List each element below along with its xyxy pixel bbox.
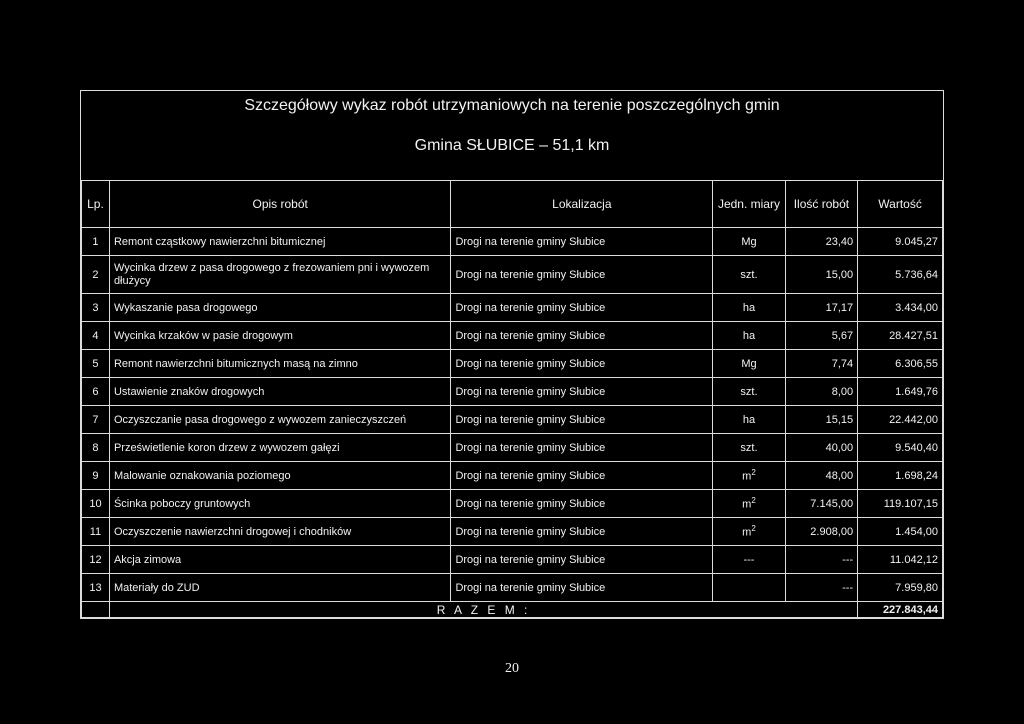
total-value: 227.843,44 bbox=[858, 602, 943, 618]
cell-wartosc: 1.454,00 bbox=[858, 518, 943, 546]
cell-lokalizacja: Drogi na terenie gminy Słubice bbox=[451, 322, 713, 350]
cell-lp: 1 bbox=[82, 228, 110, 256]
cell-lokalizacja: Drogi na terenie gminy Słubice bbox=[451, 434, 713, 462]
unit-text: ha bbox=[742, 329, 756, 342]
cell-wartosc: 1.698,24 bbox=[858, 462, 943, 490]
cell-lp: 12 bbox=[82, 546, 110, 574]
cell-lp: 7 bbox=[82, 406, 110, 434]
cell-jedn bbox=[713, 434, 785, 462]
cell-ilosc: 40,00 bbox=[785, 434, 857, 462]
unit-text: m bbox=[742, 470, 752, 483]
cell-jedn bbox=[713, 228, 785, 256]
cell-lp: 11 bbox=[82, 518, 110, 546]
total-blank-cell bbox=[82, 602, 110, 618]
cell-lokalizacja: Drogi na terenie gminy Słubice bbox=[451, 574, 713, 602]
table-row bbox=[82, 518, 943, 546]
unit-text: m bbox=[742, 498, 752, 511]
total-label: R A Z E M : bbox=[109, 602, 857, 618]
cell-wartosc: 28.427,51 bbox=[858, 322, 943, 350]
cell-wartosc: 9.540,40 bbox=[858, 434, 943, 462]
cell-lp: 13 bbox=[82, 574, 110, 602]
page-number: 20 bbox=[505, 661, 519, 676]
header-opis: Opis robót bbox=[109, 181, 451, 228]
table-row bbox=[82, 546, 943, 574]
unit-text: szt. bbox=[740, 441, 758, 454]
cell-jedn bbox=[713, 406, 785, 434]
table-row bbox=[82, 322, 943, 350]
cell-wartosc: 9.045,27 bbox=[858, 228, 943, 256]
cell-ilosc: 15,15 bbox=[785, 406, 857, 434]
cell-wartosc: 1.649,76 bbox=[858, 378, 943, 406]
header-lokalizacja: Lokalizacja bbox=[451, 181, 713, 228]
cell-ilosc: 7.145,00 bbox=[785, 490, 857, 518]
document-sheet bbox=[80, 90, 944, 619]
table-row bbox=[82, 462, 943, 490]
table-row bbox=[82, 294, 943, 322]
cell-lokalizacja: Drogi na terenie gminy Słubice bbox=[451, 546, 713, 574]
cell-wartosc: 7.959,80 bbox=[858, 574, 943, 602]
table-row bbox=[82, 490, 943, 518]
cell-wartosc: 3.434,00 bbox=[858, 294, 943, 322]
cell-lp: 9 bbox=[82, 462, 110, 490]
unit-exponent: 2 bbox=[751, 524, 756, 534]
cell-lp: 8 bbox=[82, 434, 110, 462]
cell-lp: 5 bbox=[82, 350, 110, 378]
cell-wartosc: 6.306,55 bbox=[858, 350, 943, 378]
cell-lp: 6 bbox=[82, 378, 110, 406]
cell-jedn bbox=[713, 350, 785, 378]
cell-wartosc: 22.442,00 bbox=[858, 406, 943, 434]
table-row bbox=[82, 406, 943, 434]
table-body bbox=[82, 228, 943, 602]
page-subtitle: Gmina SŁUBICE – 51,1 km bbox=[414, 137, 610, 154]
cell-lokalizacja: Drogi na terenie gminy Słubice bbox=[451, 350, 713, 378]
cell-ilosc: 15,00 bbox=[785, 256, 857, 294]
cell-jedn bbox=[713, 462, 785, 490]
cell-lokalizacja: Drogi na terenie gminy Słubice bbox=[451, 256, 713, 294]
cell-wartosc: 119.107,15 bbox=[858, 490, 943, 518]
cell-opis: Prześwietlenie koron drzew z wywozem gałęzi bbox=[109, 434, 451, 462]
page-title: Szczegółowy wykaz robót utrzymaniowych na terenie poszczególnych gmin bbox=[244, 97, 780, 114]
cell-lp: 2 bbox=[82, 256, 110, 294]
header-jedn: Jedn. miary bbox=[713, 181, 785, 228]
table-row bbox=[82, 350, 943, 378]
cell-opis: Materiały do ZUD bbox=[109, 574, 451, 602]
cell-opis: Remont nawierzchni bitumicznych masą na zimno bbox=[109, 350, 451, 378]
cell-jedn bbox=[713, 546, 785, 574]
table-row bbox=[82, 574, 943, 602]
cell-lokalizacja: Drogi na terenie gminy Słubice bbox=[451, 518, 713, 546]
cell-lp: 10 bbox=[82, 490, 110, 518]
cell-lokalizacja: Drogi na terenie gminy Słubice bbox=[451, 228, 713, 256]
cell-lp: 3 bbox=[82, 294, 110, 322]
unit-text: m bbox=[742, 526, 752, 539]
cell-opis: Malowanie oznakowania poziomego bbox=[109, 462, 451, 490]
table-row bbox=[82, 378, 943, 406]
table-header-row bbox=[82, 181, 943, 228]
cell-opis: Remont cząstkowy nawierzchni bitumicznej bbox=[109, 228, 451, 256]
unit-text: Mg bbox=[741, 235, 757, 248]
cell-ilosc: 2.908,00 bbox=[785, 518, 857, 546]
header-lp: Lp. bbox=[82, 181, 110, 228]
unit-text: ha bbox=[742, 413, 756, 426]
cell-jedn bbox=[713, 294, 785, 322]
cell-opis: Wycinka krzaków w pasie drogowym bbox=[109, 322, 451, 350]
cell-ilosc: 8,00 bbox=[785, 378, 857, 406]
cell-ilosc: --- bbox=[785, 546, 857, 574]
cell-lokalizacja: Drogi na terenie gminy Słubice bbox=[451, 406, 713, 434]
cell-ilosc: --- bbox=[785, 574, 857, 602]
unit-exponent: 2 bbox=[751, 496, 756, 506]
cell-opis: Oczyszczanie pasa drogowego z wywozem zanieczyszczeń bbox=[109, 406, 451, 434]
cell-lokalizacja: Drogi na terenie gminy Słubice bbox=[451, 294, 713, 322]
cell-jedn bbox=[713, 322, 785, 350]
cell-jedn bbox=[713, 378, 785, 406]
unit-text: Mg bbox=[741, 357, 757, 370]
unit-text: --- bbox=[743, 553, 755, 566]
cell-opis: Wykaszanie pasa drogowego bbox=[109, 294, 451, 322]
cell-lokalizacja: Drogi na terenie gminy Słubice bbox=[451, 462, 713, 490]
cell-lokalizacja: Drogi na terenie gminy Słubice bbox=[451, 490, 713, 518]
cell-ilosc: 5,67 bbox=[785, 322, 857, 350]
cell-opis: Ustawienie znaków drogowych bbox=[109, 378, 451, 406]
header-wartosc: Wartość bbox=[858, 181, 943, 228]
table-row bbox=[82, 228, 943, 256]
table-row bbox=[82, 256, 943, 294]
cell-wartosc: 5.736,64 bbox=[858, 256, 943, 294]
total-row bbox=[82, 602, 943, 618]
cell-ilosc: 23,40 bbox=[785, 228, 857, 256]
cell-opis: Oczyszczenie nawierzchni drogowej i chodników bbox=[109, 518, 451, 546]
cell-opis: Akcja zimowa bbox=[109, 546, 451, 574]
unit-exponent: 2 bbox=[751, 468, 756, 478]
cell-jedn bbox=[713, 490, 785, 518]
cell-ilosc: 17,17 bbox=[785, 294, 857, 322]
unit-text: szt. bbox=[740, 385, 758, 398]
cell-opis: Ścinka poboczy gruntowych bbox=[109, 490, 451, 518]
cell-ilosc: 48,00 bbox=[785, 462, 857, 490]
cell-lp: 4 bbox=[82, 322, 110, 350]
cell-jedn bbox=[713, 256, 785, 294]
table-row bbox=[82, 434, 943, 462]
works-table bbox=[81, 180, 943, 618]
cell-wartosc: 11.042,12 bbox=[858, 546, 943, 574]
unit-text: szt. bbox=[740, 268, 758, 281]
cell-opis: Wycinka drzew z pasa drogowego z frezowaniem pni i wywozem dłużycy bbox=[109, 256, 451, 294]
header-ilosc: Ilość robót bbox=[785, 181, 857, 228]
cell-ilosc: 7,74 bbox=[785, 350, 857, 378]
unit-text: ha bbox=[742, 301, 756, 314]
cell-jedn bbox=[713, 518, 785, 546]
cell-jedn bbox=[713, 574, 785, 602]
cell-lokalizacja: Drogi na terenie gminy Słubice bbox=[451, 378, 713, 406]
